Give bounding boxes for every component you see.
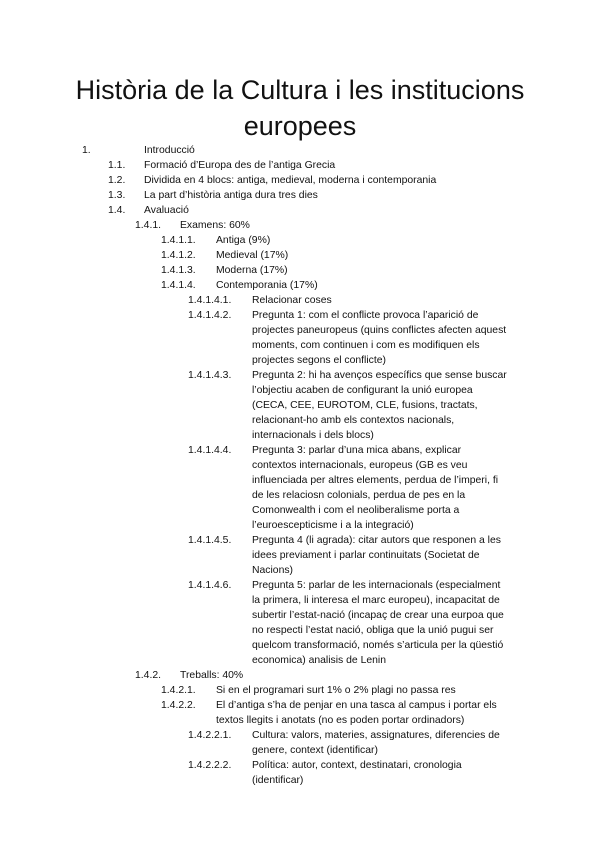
item-text-line: Nacions)	[252, 565, 293, 576]
item-text: Dividida en 4 blocs: antiga, medieval, moderna i contemporania	[144, 175, 437, 186]
item-text: Relacionar coses	[252, 295, 332, 306]
list-item	[0, 683, 600, 698]
item-text: Contemporania (17%)	[216, 280, 318, 291]
item-number: 1.4.1.3.	[161, 265, 196, 276]
item-text-line: textos llegits i anotats (no es poden portar ordinadors)	[216, 715, 465, 726]
list-item	[0, 728, 600, 758]
item-text	[252, 308, 524, 368]
item-number: 1.4.2.2.2.	[188, 760, 232, 771]
list-item	[0, 188, 600, 203]
list-item	[0, 278, 600, 293]
list-item	[0, 293, 600, 308]
item-text-line: internacionals i dels blocs)	[252, 430, 374, 441]
outline-list	[0, 143, 600, 788]
item-number: 1.4.1.4.2.	[188, 310, 232, 321]
list-item	[0, 248, 600, 263]
item-text: Avaluació	[144, 205, 189, 216]
item-text-line: moments, com continuen i com es modifiquen els	[252, 340, 480, 351]
item-number: 1.4.1.4.6.	[188, 580, 232, 591]
item-number: 1.	[82, 145, 91, 156]
list-item	[0, 533, 600, 578]
item-text: Medieval (17%)	[216, 250, 289, 261]
item-number: 1.4.1.1.	[161, 235, 196, 246]
item-text	[252, 758, 524, 788]
item-text	[252, 728, 524, 758]
list-item	[0, 758, 600, 788]
item-text	[252, 533, 524, 578]
item-number: 1.4.2.2.	[161, 700, 196, 711]
item-text-line: Pregunta 2: hi ha avenços específics que sense buscar	[252, 370, 507, 381]
item-number: 1.4.2.	[135, 670, 161, 681]
item-text: Antiga (9%)	[216, 235, 271, 246]
item-text	[252, 578, 524, 668]
list-item	[0, 263, 600, 278]
item-number: 1.4.1.4.	[161, 280, 196, 291]
item-text	[252, 368, 524, 443]
item-text-line: genere, context (identificar)	[252, 745, 378, 756]
item-number: 1.4.1.4.3.	[188, 370, 232, 381]
item-text-line: subertir l’estat-nació (incapaç de crear una eurpoa que	[252, 610, 504, 621]
item-number: 1.3.	[108, 190, 126, 201]
item-text-line: relacionant-ho amb els contextos nacionals,	[252, 415, 455, 426]
item-text-line: influenciada per altres elements, perdua de l’imperi, fi	[252, 475, 499, 486]
item-text-line: economica) analisis de Lenin	[252, 655, 387, 666]
item-text: La part d’història antiga dura tres dies	[144, 190, 318, 201]
item-text: Formació d’Europa des de l’antiga Grecia	[144, 160, 336, 171]
item-text-line: (identificar)	[252, 775, 304, 786]
item-text-line: la primera, li interesa el marc europeu), incapacitat de	[252, 595, 500, 606]
page-title: Història de la Cultura i les institucions europees	[75, 75, 525, 141]
list-item	[0, 443, 600, 533]
list-item	[0, 143, 600, 158]
item-text-line: Comonwealth i com el neoliberalisme porta a	[252, 505, 460, 516]
item-text-line: El d’antiga s’ha de penjar en una tasca al campus i portar els	[216, 700, 497, 711]
list-item	[0, 233, 600, 248]
item-text-line: Pregunta 3: parlar d’una mica abans, explicar	[252, 445, 462, 456]
item-number: 1.1.	[108, 160, 126, 171]
item-text-line: idees previament i parlar continuitats (Societat de	[252, 550, 480, 561]
item-number: 1.4.2.2.1.	[188, 730, 232, 741]
item-number: 1.4.1.	[135, 220, 161, 231]
item-text-line: quelcom transformació, només s’articula per la qüestió	[252, 640, 504, 651]
list-item	[0, 368, 600, 443]
item-number: 1.2.	[108, 175, 126, 186]
item-number: 1.4.1.2.	[161, 250, 196, 261]
list-item	[0, 308, 600, 368]
item-text-line: de les relaciosn colonials, perdua de pes en la	[252, 490, 466, 501]
item-text-line: projectes segons el conflicte)	[252, 355, 386, 366]
list-item	[0, 158, 600, 173]
list-item	[0, 173, 600, 188]
list-item	[0, 668, 600, 683]
item-text: Introducció	[144, 145, 195, 156]
item-text-line: Pregunta 5: parlar de les internacionals (especialment	[252, 580, 501, 591]
item-text-line: l’objectiu acaben de configurant la unió europea	[252, 385, 473, 396]
item-text: Examens: 60%	[180, 220, 250, 231]
item-text	[252, 443, 524, 533]
item-number: 1.4.2.1.	[161, 685, 196, 696]
item-text-line: Cultura: valors, materies, assignatures, diferencies de	[252, 730, 500, 741]
item-number: 1.4.1.4.5.	[188, 535, 232, 546]
item-text-line: l’euroescepticisme i a la integració)	[252, 520, 414, 531]
list-item	[0, 203, 600, 218]
item-text: Treballs: 40%	[180, 670, 244, 681]
item-number: 1.4.1.4.1.	[188, 295, 232, 306]
item-text: Si en el programari surt 1% o 2% plagi no passa res	[216, 685, 456, 696]
item-text: Moderna (17%)	[216, 265, 288, 276]
item-text-line: Política: autor, context, destinatari, cronologia	[252, 760, 462, 771]
item-text	[216, 698, 521, 728]
item-text-line: Pregunta 4 (li agrada): citar autors que responen a les	[252, 535, 501, 546]
list-item	[0, 218, 600, 233]
item-text-line: Pregunta 1: com el conflicte provoca l’aparició de	[252, 310, 479, 321]
item-number: 1.4.1.4.4.	[188, 445, 232, 456]
item-text-line: (CECA, CEE, EUROTOM, CLE, fusions, tractats,	[252, 400, 478, 411]
item-number: 1.4.	[108, 205, 126, 216]
list-item	[0, 698, 600, 728]
item-text-line: no respecti l’estat nació, obliga que la unió pugui ser	[252, 625, 494, 636]
item-text-line: contextos internacionals, europeus (GB es veu	[252, 460, 468, 471]
item-text-line: projectes paneuropeus (quins conflictes afecten aquest	[252, 325, 507, 336]
list-item	[0, 578, 600, 668]
